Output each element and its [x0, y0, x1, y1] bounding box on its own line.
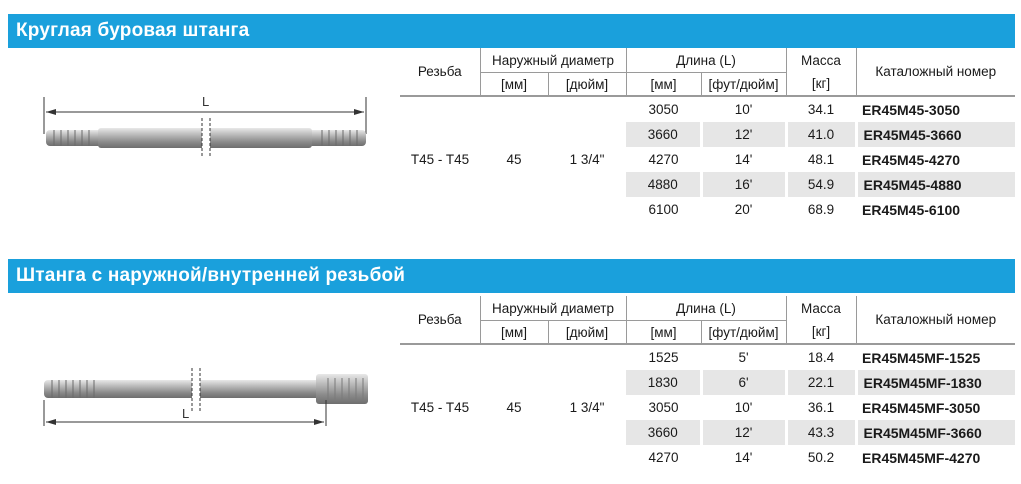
length-ft-cell: 14' — [734, 450, 753, 465]
catalog-number-cell: ER45M45MF-1830 — [856, 370, 1015, 395]
mass-cell: 68.9 — [807, 202, 835, 217]
catalog-number-cell: ER45M45MF-1525 — [856, 344, 1015, 370]
header-inch: [дюйм] — [548, 321, 626, 345]
catalog-number-cell: ER45M45-3660 — [856, 122, 1015, 147]
diameter-mm-value: 45 — [480, 96, 548, 222]
length-ft-cell: 10' — [734, 400, 753, 415]
table-row — [400, 96, 1015, 122]
length-mm-cell: 4880 — [626, 172, 701, 197]
length-ft-cell: 10' — [701, 96, 786, 122]
mass-cell: 43.3 — [786, 420, 856, 445]
header-catalog-number: Каталожный номер — [875, 64, 997, 79]
mass-cell: 41.0 — [786, 122, 856, 147]
length-mm-cell: 6100 — [648, 202, 679, 217]
length-ft-cell: 12' — [701, 122, 786, 147]
length-mm-cell: 4270 — [648, 450, 679, 465]
mass-cell: 36.1 — [807, 400, 835, 415]
header-kg: [кг] — [786, 321, 856, 345]
header-length-mm: [мм] — [626, 73, 701, 97]
header-mass: Масса — [786, 48, 856, 73]
mass-cell: 22.1 — [786, 370, 856, 395]
mass-cell: 34.1 — [786, 96, 856, 122]
mass-cell: 48.1 — [807, 152, 835, 167]
male-female-rod-drawing — [30, 352, 380, 442]
length-mm-cell: 4270 — [648, 152, 679, 167]
thread-value: T45 - T45 — [400, 96, 480, 222]
length-mm-cell: 1525 — [626, 344, 701, 370]
length-ft-cell: 5' — [701, 344, 786, 370]
header-outer-diameter: Наружный диаметр — [480, 296, 626, 321]
header-outer-diameter: Наружный диаметр — [480, 48, 626, 73]
length-label: L — [202, 94, 210, 109]
diameter-inch-value: 1 3/4" — [548, 344, 626, 470]
thread-value: T45 - T45 — [400, 344, 480, 470]
length-ft-cell: 6' — [701, 370, 786, 395]
round-rod-spec-table — [400, 48, 1015, 222]
mass-cell: 18.4 — [786, 344, 856, 370]
section-title-male-female-rod: Штанга с наружной/внутренней резьбой — [8, 259, 1015, 293]
length-ft-cell: 12' — [701, 420, 786, 445]
header-length: Длина (L) — [626, 296, 786, 321]
catalog-number-cell: ER45M45MF-4270 — [862, 449, 981, 466]
length-label: L — [182, 406, 190, 421]
table-row — [400, 344, 1015, 370]
catalog-number-cell: ER45M45-3050 — [856, 96, 1015, 122]
header-mm: [мм] — [480, 321, 548, 345]
header-catalog-number: Каталожный номер — [875, 312, 997, 327]
section-title-round-rod: Круглая буровая штанга — [8, 14, 1015, 48]
length-mm-cell: 3660 — [626, 122, 701, 147]
header-thread: Резьба — [400, 48, 480, 96]
length-ft-cell: 16' — [701, 172, 786, 197]
header-length-ft: [фут/дюйм] — [701, 321, 786, 345]
header-length-ft: [фут/дюйм] — [701, 73, 786, 97]
length-mm-cell: 3050 — [626, 96, 701, 122]
diameter-mm-value: 45 — [480, 344, 548, 470]
diameter-inch-value: 1 3/4" — [548, 96, 626, 222]
header-length: Длина (L) — [626, 48, 786, 73]
length-mm-cell: 3660 — [626, 420, 701, 445]
male-female-rod-spec-table — [400, 296, 1015, 470]
header-kg: [кг] — [786, 73, 856, 97]
length-ft-cell: 20' — [734, 202, 753, 217]
catalog-number-cell: ER45M45MF-3660 — [856, 420, 1015, 445]
header-mass: Масса — [786, 296, 856, 321]
length-mm-cell: 1830 — [626, 370, 701, 395]
length-mm-cell: 3050 — [648, 400, 679, 415]
header-mm: [мм] — [480, 73, 548, 97]
catalog-number-cell: ER45M45MF-3050 — [862, 399, 981, 416]
header-thread: Резьба — [400, 296, 480, 344]
mass-cell: 50.2 — [807, 450, 835, 465]
catalog-number-cell: ER45M45-4880 — [856, 172, 1015, 197]
length-ft-cell: 14' — [734, 152, 753, 167]
catalog-number-cell: ER45M45-6100 — [862, 201, 961, 218]
header-length-mm: [мм] — [626, 321, 701, 345]
header-inch: [дюйм] — [548, 73, 626, 97]
round-rod-drawing — [30, 92, 380, 182]
catalog-number-cell: ER45M45-4270 — [862, 151, 961, 168]
mass-cell: 54.9 — [786, 172, 856, 197]
